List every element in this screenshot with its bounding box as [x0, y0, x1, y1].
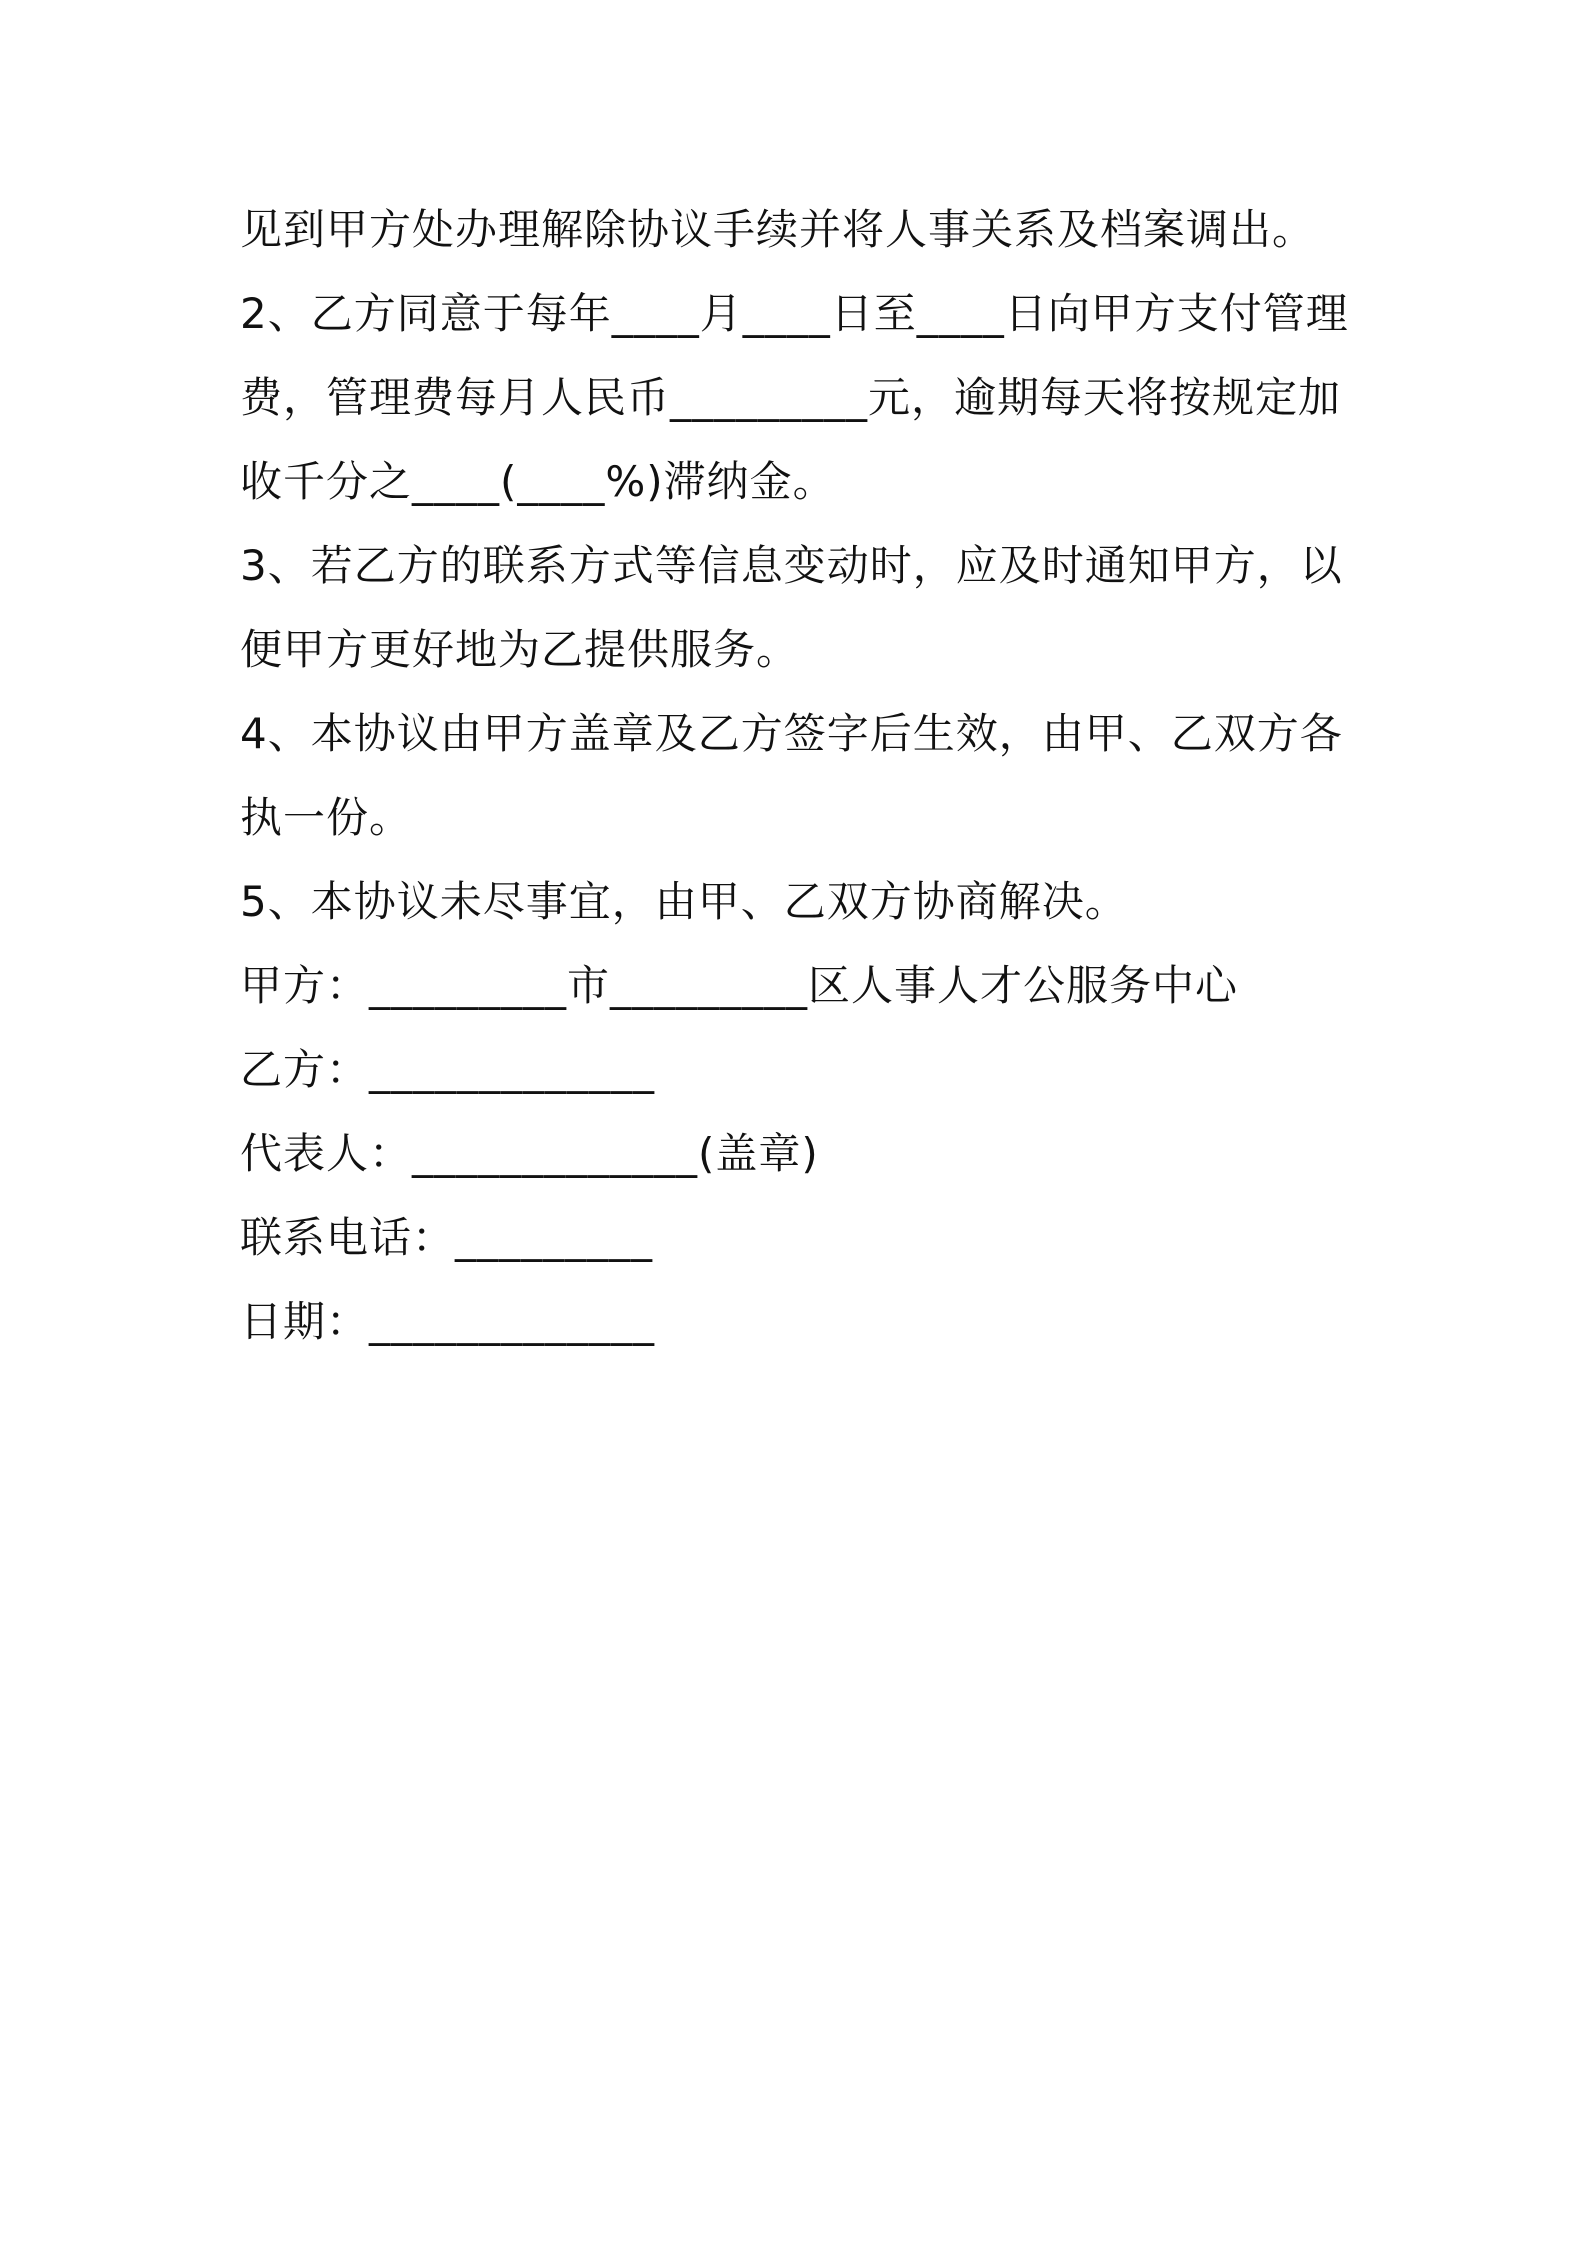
clause-3-line-1: 3、若乙方的联系方式等信息变动时，应及时通知甲方，以 [240, 541, 1343, 590]
phone-line: 联系电话：_________ [240, 1213, 654, 1262]
clause-2-line-1: 2、乙方同意于每年____月____日至____日向甲方支付管理 [240, 289, 1349, 338]
clause-4-line-2: 执一份。 [240, 793, 413, 842]
party-a-signature-line: 甲方：_________市_________区人事人才公服务中心 [240, 961, 1239, 1010]
clause-1-continuation: 见到甲方处办理解除协议手续并将人事关系及档案调出。 [240, 205, 1316, 254]
document-body [240, 200, 1360, 1376]
representative-line: 代表人：_____________(盖章) [240, 1129, 819, 1178]
clause-3-line-2: 便甲方更好地为乙提供服务。 [240, 625, 800, 674]
clause-4-line-1: 4、本协议由甲方盖章及乙方签字后生效，由甲、乙双方各 [240, 709, 1343, 758]
date-line: 日期：_____________ [240, 1297, 656, 1346]
clause-5: 5、本协议未尽事宜，由甲、乙双方协商解决。 [240, 877, 1128, 926]
clause-2-line-2: 费，管理费每月人民币_________元，逾期每天将按规定加 [240, 373, 1342, 422]
party-b-signature-line: 乙方：_____________ [240, 1045, 656, 1094]
clause-2-line-3: 收千分之____(____%)滞纳金。 [240, 457, 836, 506]
